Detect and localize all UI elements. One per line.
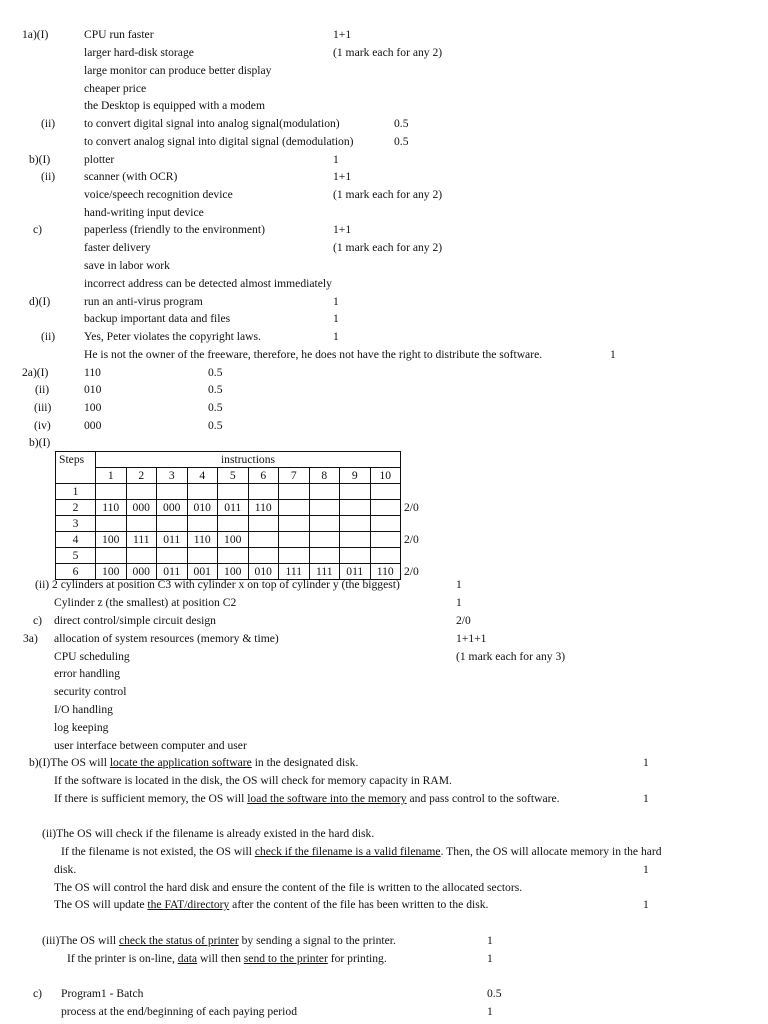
- column-number: 2: [126, 468, 157, 484]
- step-rows: [56, 484, 437, 580]
- instruction-cell: [370, 484, 401, 500]
- q1b-ii-item: scanner (with OCR): [84, 170, 178, 183]
- step-mark: [401, 484, 437, 500]
- q1c-label: c): [33, 223, 43, 236]
- instruction-cell: [279, 500, 310, 516]
- q1a-item: large monitor can produce better display: [84, 64, 272, 77]
- q3c-line-1: Program1 - Batch: [61, 987, 144, 1000]
- q3b-ii-mark: 1: [643, 863, 649, 876]
- q3b-ii-keyword: the FAT/directory: [147, 898, 230, 911]
- column-number: 7: [279, 468, 310, 484]
- q2b-label: b)(I): [29, 436, 51, 449]
- q1c-item: incorrect address can be detected almost immediately: [84, 277, 332, 290]
- instruction-cell: [309, 484, 340, 500]
- q2a-label: (iv): [34, 419, 51, 432]
- column-number: 4: [187, 468, 218, 484]
- q3b-line-2: If the software is located in the disk, the OS will check for memory capacity in RAM.: [54, 774, 452, 787]
- steps-table: [55, 451, 436, 580]
- q2a-mark: 0.5: [208, 401, 223, 414]
- instruction-cell: 000: [126, 564, 157, 580]
- instruction-cell: [370, 548, 401, 564]
- instruction-cell: 011: [218, 500, 249, 516]
- instruction-cell: [279, 548, 310, 564]
- instruction-cell: 110: [370, 564, 401, 580]
- step-number: 6: [56, 564, 96, 580]
- instructions-header: instructions: [96, 452, 401, 468]
- q3c-label: c): [33, 987, 43, 1000]
- q3a-item: security control: [54, 685, 127, 698]
- instruction-cell: [248, 548, 279, 564]
- q3b-ii-line-1: (ii)The OS will check if the filename is already existed in the hard disk.: [42, 827, 375, 840]
- q2a-mark: 0.5: [208, 383, 223, 396]
- instruction-cell: [370, 532, 401, 548]
- column-number: 1: [96, 468, 127, 484]
- instruction-cell: [340, 532, 371, 548]
- q3a-item: I/O handling: [54, 703, 113, 716]
- q2a-mark: 0.5: [208, 419, 223, 432]
- column-number: 9: [340, 468, 371, 484]
- step-mark: 2/0: [401, 500, 437, 516]
- q2c-mark: 2/0: [456, 614, 471, 627]
- column-number: 10: [370, 468, 401, 484]
- instruction-cell: [218, 484, 249, 500]
- q1a-label: 1a)(I): [22, 28, 49, 41]
- q1d-ii-item: Yes, Peter violates the copyright laws.: [84, 330, 261, 343]
- step-row: [56, 548, 437, 564]
- step-row: [56, 484, 437, 500]
- q1a-ii-mark: 0.5: [394, 135, 409, 148]
- instruction-cell: [309, 516, 340, 532]
- instruction-cell: 011: [157, 532, 188, 548]
- q1a-ii-item: to convert analog signal into digital signal (demodulation): [84, 135, 354, 148]
- q3b-keyword: load the software into the memory: [247, 792, 407, 805]
- q3a-item: error handling: [54, 667, 120, 680]
- instruction-cell: [370, 500, 401, 516]
- q1d-mark: 1: [333, 312, 339, 325]
- instruction-cell: 100: [218, 532, 249, 548]
- step-number: 1: [56, 484, 96, 500]
- q3a-item: CPU scheduling: [54, 650, 130, 663]
- q1b-label: b)(I): [29, 153, 51, 166]
- q2a-mark: 0.5: [208, 366, 223, 379]
- q3b-iii-mark: 1: [487, 952, 493, 965]
- q3b-ii-keyword: check if the filename is a valid filename: [254, 845, 441, 858]
- q3b-line-3: If there is sufficient memory, the OS will load the software into the memory and pass control to the software.: [54, 792, 560, 805]
- q1a-ii-item: to convert digital signal into analog signal(modulation): [84, 117, 340, 130]
- q3b-ii-line-2: If the filename is not existed, the OS will check if the filename is a valid filename. Then, the OS will allocate memory in the hard: [61, 845, 662, 858]
- q2b-ii-line: Cylinder z (the smallest) at position C2: [54, 596, 237, 609]
- q3c-line-2: process at the end/beginning of each paying period: [61, 1005, 297, 1018]
- instruction-cell: [157, 484, 188, 500]
- instruction-cell: 100: [96, 532, 127, 548]
- q2c-label: c): [33, 614, 43, 627]
- instruction-cell: 010: [248, 564, 279, 580]
- q1d-ii-mark: 1: [333, 330, 339, 343]
- instruction-cell: [187, 516, 218, 532]
- instruction-cell: [279, 516, 310, 532]
- step-mark: [401, 548, 437, 564]
- step-mark: 2/0: [401, 564, 437, 580]
- q3a-item: user interface between computer and user: [54, 739, 247, 752]
- instruction-cell: [248, 532, 279, 548]
- column-number: 5: [218, 468, 249, 484]
- q1d-label: d)(I): [29, 295, 51, 308]
- instruction-cell: [126, 484, 157, 500]
- instruction-cell: [187, 484, 218, 500]
- q3a-item: allocation of system resources (memory & time): [54, 632, 279, 645]
- instruction-cell: [157, 548, 188, 564]
- q3c-mark: 0.5: [487, 987, 502, 1000]
- instruction-cell: [340, 484, 371, 500]
- instruction-cell: 110: [248, 500, 279, 516]
- q2a-value: 110: [84, 366, 101, 379]
- instruction-cell: 111: [309, 564, 340, 580]
- instruction-cell: [340, 516, 371, 532]
- instruction-cell: [309, 532, 340, 548]
- steps-header: Steps: [56, 452, 96, 468]
- q1b-ii-item: voice/speech recognition device: [84, 188, 233, 201]
- instruction-cell: [96, 516, 127, 532]
- instruction-cell: 011: [157, 564, 188, 580]
- q2b-ii-mark: 1: [456, 578, 462, 591]
- q1b-ii-mark: 1+1: [333, 170, 352, 183]
- q1d-item: run an anti-virus program: [84, 295, 203, 308]
- q3b-mark: 1: [643, 792, 649, 805]
- q1b-mark: 1: [333, 153, 339, 166]
- step-row: [56, 532, 437, 548]
- instruction-cell: 110: [96, 500, 127, 516]
- q3b-iii-keyword: data: [177, 952, 198, 965]
- column-number: 6: [248, 468, 279, 484]
- q3b-iii-line-2: If the printer is on-line, data will then send to the printer for printing.: [67, 952, 387, 965]
- q3c-mark: 1: [487, 1005, 493, 1018]
- instruction-cell: [248, 484, 279, 500]
- instruction-cell: 100: [96, 564, 127, 580]
- q3b-ii-line-4: The OS will update the FAT/directory after the content of the file has been written to the disk.: [54, 898, 489, 911]
- instruction-cell: [187, 548, 218, 564]
- instruction-cell: [309, 548, 340, 564]
- q1a-item: cheaper price: [84, 82, 147, 95]
- q2c-item: direct control/simple circuit design: [54, 614, 216, 627]
- step-row: [56, 500, 437, 516]
- q1c-mark: 1+1: [333, 223, 352, 236]
- q2b-ii-mark: 1: [456, 596, 462, 609]
- instruction-cell: [96, 484, 127, 500]
- q1b-item: plotter: [84, 153, 115, 166]
- instruction-cell: 000: [126, 500, 157, 516]
- q3b-ii-line-2b: disk.: [54, 863, 77, 876]
- q1a-item: the Desktop is equipped with a modem: [84, 99, 265, 112]
- instruction-cell: [157, 516, 188, 532]
- instruction-cell: 010: [187, 500, 218, 516]
- q2a-label: (ii): [35, 383, 50, 396]
- q3a-note: (1 mark each for any 3): [456, 650, 566, 663]
- instruction-cell: [126, 516, 157, 532]
- q2a-value: 100: [84, 401, 102, 414]
- instruction-cell: 111: [279, 564, 310, 580]
- q1a-note: (1 mark each for any 2): [333, 46, 443, 59]
- q1d-mark: 1: [333, 295, 339, 308]
- step-number: 5: [56, 548, 96, 564]
- q1a-ii-mark: 0.5: [394, 117, 409, 130]
- instruction-cell: [279, 484, 310, 500]
- instruction-cell: 011: [340, 564, 371, 580]
- q1b-ii-note: (1 mark each for any 2): [333, 188, 443, 201]
- q3b-iii-mark: 1: [487, 934, 493, 947]
- q3b-iii-line-1: (iii)The OS will check the status of printer by sending a signal to the printer.: [42, 934, 396, 947]
- step-row: [56, 516, 437, 532]
- step-mark: 2/0: [401, 532, 437, 548]
- q3b-ii-line-3: The OS will control the hard disk and ensure the content of the file is written to the allocated sectors.: [54, 881, 523, 894]
- q3b-label: b)(I): [29, 756, 51, 769]
- q3b-iii-keyword: send to the printer: [243, 952, 328, 965]
- column-number: 8: [309, 468, 340, 484]
- q3b-ii-mark: 1: [643, 898, 649, 911]
- instruction-cell: [340, 500, 371, 516]
- column-number: 3: [157, 468, 188, 484]
- q2b-ii-line: (ii) 2 cylinders at position C3 with cylinder x on top of cylinder y (the biggest): [35, 578, 400, 591]
- instruction-cell: [279, 532, 310, 548]
- q1c-item: save in labor work: [84, 259, 170, 272]
- step-number: 2: [56, 500, 96, 516]
- q1d-ii-item: He is not the owner of the freeware, therefore, he does not have the right to distribute the software.: [84, 348, 543, 361]
- q2a-value: 000: [84, 419, 102, 432]
- q1a-item: CPU run faster: [84, 28, 154, 41]
- instruction-cell: [340, 548, 371, 564]
- q1d-ii-label: (ii): [41, 330, 56, 343]
- instruction-cell: [248, 516, 279, 532]
- instruction-cell: [218, 516, 249, 532]
- instruction-cell: [370, 516, 401, 532]
- q3b-mark: 1: [643, 756, 649, 769]
- q2a-label: (iii): [34, 401, 52, 414]
- instruction-cell: 000: [157, 500, 188, 516]
- q1c-item: faster delivery: [84, 241, 151, 254]
- q1b-ii-item: hand-writing input device: [84, 206, 204, 219]
- q3a-mark: 1+1+1: [456, 632, 487, 645]
- q1c-note: (1 mark each for any 2): [333, 241, 443, 254]
- q3a-item: log keeping: [54, 721, 109, 734]
- q1a-ii-label: (ii): [41, 117, 56, 130]
- instruction-cell: 100: [218, 564, 249, 580]
- q3b-iii-keyword: check the status of printer: [118, 934, 239, 947]
- column-header-row: [56, 468, 437, 484]
- q3b-line-1: b)(I)The OS will locate the application software in the designated disk.: [29, 756, 359, 769]
- instruction-cell: 110: [187, 532, 218, 548]
- instruction-cell: 001: [187, 564, 218, 580]
- q1b-ii-label: (ii): [41, 170, 56, 183]
- q3b-keyword: locate the application software: [109, 756, 252, 769]
- instruction-cell: [96, 548, 127, 564]
- q1a-mark: 1+1: [333, 28, 352, 41]
- q2a-label: 2a)(I): [22, 366, 49, 379]
- q1d-item: backup important data and files: [84, 312, 231, 325]
- q2a-value: 010: [84, 383, 102, 396]
- step-number: 4: [56, 532, 96, 548]
- q1d-ii-mark: 1: [610, 348, 616, 361]
- q1c-item: paperless (friendly to the environment): [84, 223, 265, 236]
- instruction-cell: [309, 500, 340, 516]
- instruction-cell: [218, 548, 249, 564]
- instruction-cell: [126, 548, 157, 564]
- step-number: 3: [56, 516, 96, 532]
- step-mark: [401, 516, 437, 532]
- q3a-label: 3a): [23, 632, 38, 645]
- q1a-item: larger hard-disk storage: [84, 46, 194, 59]
- instruction-cell: 111: [126, 532, 157, 548]
